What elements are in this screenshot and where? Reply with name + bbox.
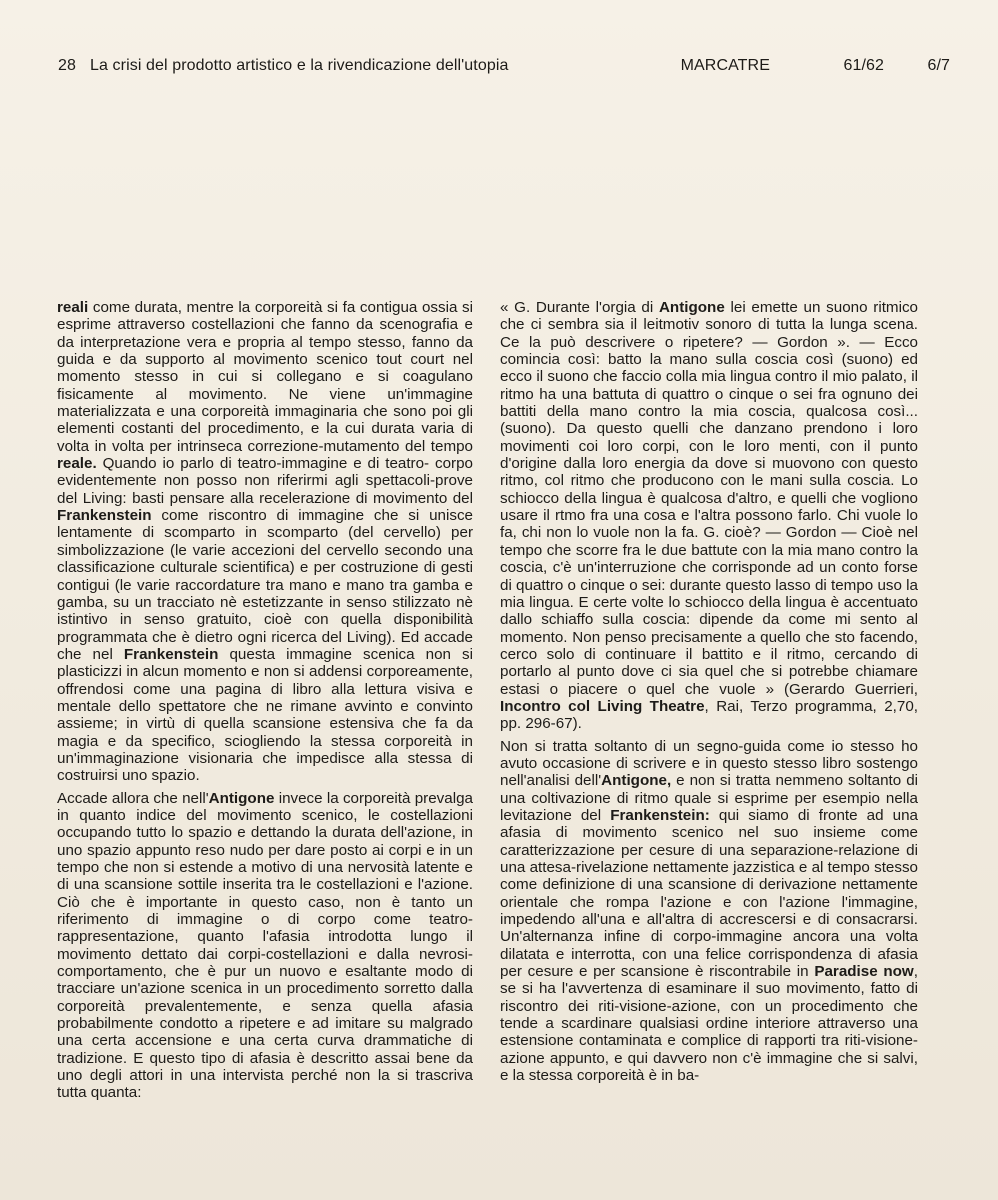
bold-title: Antigone xyxy=(658,299,725,316)
running-title: La crisi del prodotto artistico e la rivendicazione dell'utopia xyxy=(90,57,509,74)
text-run: , Rai, Terzo programma, 2,70, pp. 296-67). xyxy=(500,697,918,733)
paragraph xyxy=(500,299,918,733)
text-run: lei emette un suono ritmico che ci sembra sia il leitmotiv sonoro di tutta la lunga scena. Ce la può descrivere o ripetere? — Gordon ». — Ecco comincia così: batto la mano sulla coscia così (suono) ed ecco il suono che faccio colla mia lingua contro il mio palato, il ritmo ha una battuta di quattro o cinque o sei fra ognuno dei battiti della mano contro la mia coscia, qualcosa così... (suono). Da questo quelli che danzano prendono i loro movimenti coi loro corpi, con le loro menti, con il punto d'origine dalla loro energia da dove si muovono con questo ritmo, col ritmo che producono con le mani sulla coscia. Lo schiocco della lingua è qualcosa d'altro, e quelli che vogliono usare il rtmo fra una cosa e l'altra possono farlo. Chi vuole lo fa, chi non lo vuole non la fa. G. cioè? — Gordon — Cioè nel tempo che scorre fra le due battute con la mia mano contro la coscia, c'è un'interruzione che corrisponde ad un conto forse di quattro o cinque o sei: durante questo lasso di tempo uso la mia lingua. E certe volte lo schiocco della lingua è accentuato dallo schiaffo sulla coscia: dipende da come mi sento al momento. Non penso precisamente a quello che sto facendo, cerco solo di continuare il battito e il ritmo, cercando di portarlo al punto dove ci sia quel che si potrebbe chiamare estasi o piacere o quel che vuole » (Gerardo Guerrieri, xyxy=(500,299,918,698)
text-run: invece la corporeità prevalga in quanto indice del movimento scenico, le costellazioni occupando tutto lo spazio e dettando la durata dell'azione, in uno spazio appunto reso nudo per dare posto ai corpi e in un tempo che non si estende a motivo di una nervosità latente e di una scansione sottile inserita tra le costellazioni e l'azione. Ciò che è importante in questo caso, non è tanto un riferimento di immagine o di corpo come teatro-rappresentazione, quanto l'afasia introdotta lungo il movimento dettato dai corpi-costellazioni e dalla nevrosi-comportamento, che è pur un nuovo e esaltante modo di tracciare un'azione scenica in un procedimento sorretto dalla corporeità prevalentemente, e senza quella afasia probabilmente condotto a ripetere e ad imitare su malgrado una certa accensione e una certa curva drammatiche di tradizione. E questo tipo di afasia è descritto assai bene da uno degli attori in una intervista perché non la si trascriva tutta quanta: xyxy=(57,789,473,1102)
paragraph xyxy=(57,790,473,1102)
issue-number: 61/62 xyxy=(843,57,884,74)
journal-name: MARCATRE xyxy=(680,57,770,74)
bold-title: reale. xyxy=(57,455,97,473)
left-column xyxy=(57,299,473,1107)
text-run: come durata, mentre la corporeità si fa contigua ossia si esprime attraverso costellazioni che fanno da scenografia e da interpretazione vera e propria al tempo stesso, fanno da guida e da supporto al movimento scenico tout court nel momento stesso in cui si collegano e si coagulano fisicamente al movimento. Ne viene un'immagine materializzata e una corporeità immaginaria che sono poi gli elementi costanti del procedimento, e la cui durata varia di volta in volta per intrinseca correzione-mutamento del tempo xyxy=(57,299,473,455)
paragraph xyxy=(500,738,918,1085)
right-column xyxy=(500,299,918,1089)
bold-title: Incontro col Living Theatre xyxy=(500,697,705,715)
bold-title: Frankenstein: xyxy=(610,806,710,824)
bold-title: Frankenstein xyxy=(57,507,152,525)
bold-title: Paradise now xyxy=(814,963,914,981)
bold-title: Antigone, xyxy=(601,772,672,790)
page-number: 28 xyxy=(58,57,76,74)
text-run: , se si ha l'avvertenza di esaminare il suo movimento, fatto di riscontro dei riti-visione-azione, con un procedimento che tende a scardinare qualsiasi ordine interiore attraverso una estensione contaminata e complice di rapporti tra riti-visione-azione appunto, e qui davvero non c'è immagine che si salvi, e la stessa corporeità è in ba- xyxy=(500,963,918,1085)
text-run: questa immagine scenica non si plasticizzi in alcun momento e non si addensi corporeamente, offrendosi come una pagina di libro alla lettura visiva e mentale dello spettatore che ne rimane avvinto e convinto assieme; in virtù di quella scansione estensiva che fa da magia e da specifico, sciogliendo la stessa corporeità in un'immaginazione visionaria che impedisce alla stessa di costruirsi uno spazio. xyxy=(57,645,473,785)
folio-number: 6/7 xyxy=(927,57,950,74)
text-run: e non si tratta nemmeno soltanto di una coltivazione di ritmo quale si esprime per esempio nella levitazione del xyxy=(500,772,919,824)
text-run: Non si tratta soltanto di un segno-guida come io stesso ho avuto occasione di scrivere e in questo stesso libro sostengo nell'analisi dell' xyxy=(500,737,918,790)
text-run: Quando io parlo di teatro-immagine e di teatro- corpo evidentemente non posso non riferirmi agli spettacoli-prove del Living: basti pensare alla recelerazione di movimento del xyxy=(57,455,473,507)
text-run: « G. Durante l'orgia di xyxy=(500,299,659,316)
text-run: qui siamo di fronte ad una afasia di movimento scenico nel suo insieme come caratterizzazione per cesure di una separazione-relazione di una attesa-rivelazione nettamente jazzistica e al tempo stesso come definizione di una scansione di derivazione nettamente orientale che rompa l'azione e con l'azione l'immagine, impedendo all'una e all'altra di accrescersi e di consacrarsi. Un'alternanza infine di corpo-immagine ancora una volta dilatata e interrotta, con una felice corrispondenza di afasia per cesure e per scansione è riscontrabile in xyxy=(500,806,918,981)
bold-title: Frankenstein xyxy=(123,645,219,663)
running-header xyxy=(58,57,950,83)
text-run: Accade allora che nell' xyxy=(57,789,209,807)
paragraph xyxy=(57,299,473,785)
bold-title: Antigone xyxy=(208,789,275,807)
bold-title: reali xyxy=(57,299,89,316)
text-run: come riscontro di immagine che si unisce lentamente di scomparto in scomparto (del cervello) per simbolizzazione (le varie accezioni del cervello secondo una classificazione culturale scientifica) e per costruzione di gesti contigui (le varie raccordature tra mano e mano tra gamba e gamba, su un tracciato nè estetizzante in senso stilizzato nè istintivo in senso gratuito, cioè con quella disponibilità programmata che è dietro ogni ricerca del Living). Ed accade che nel xyxy=(57,507,473,663)
